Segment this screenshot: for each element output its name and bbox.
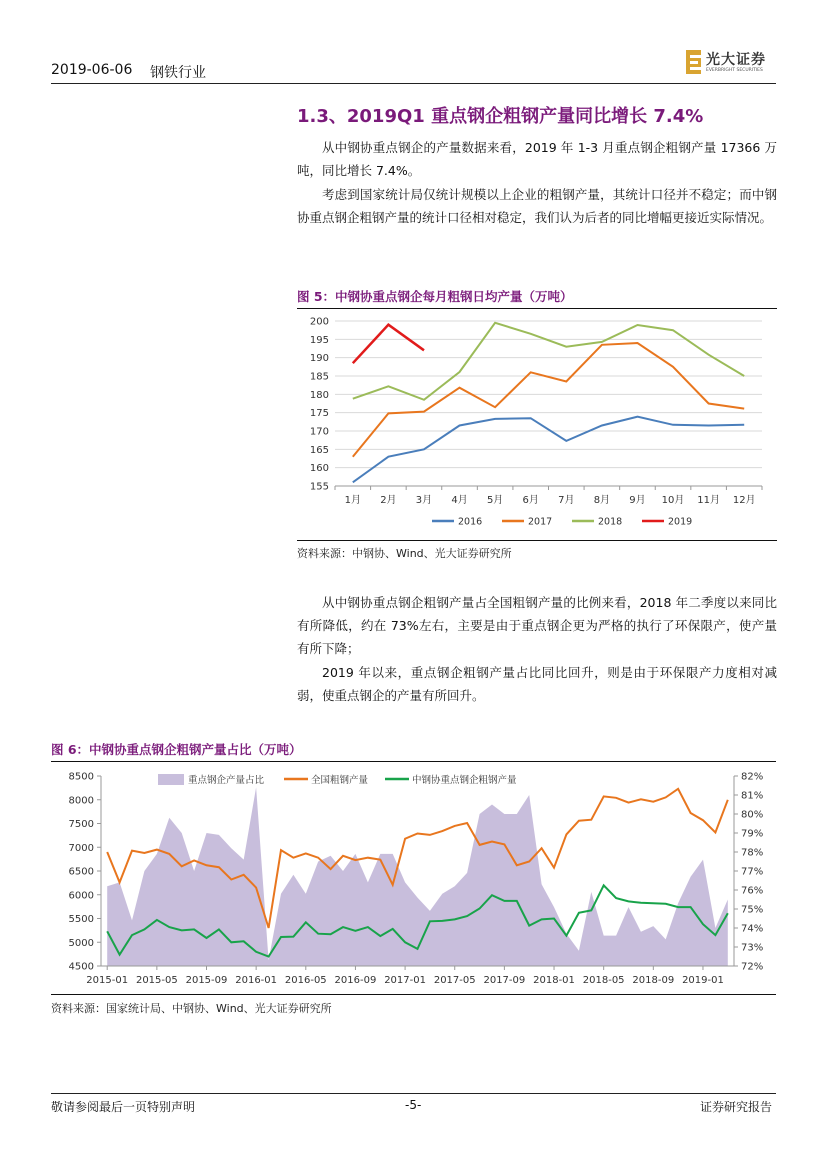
y-tick-label: 5500 <box>68 914 94 925</box>
x-tick-label: 9月 <box>629 495 646 506</box>
paragraph-1: 从中钢协重点钢企的产量数据来看，2019 年 1-3 月重点钢企粗钢产量 17366 万吨，同比增长 7.4%。 <box>297 140 777 178</box>
figure-6-svg <box>51 762 776 993</box>
x-tick-label: 2015-01 <box>86 975 129 986</box>
x-tick-label: 12月 <box>732 495 756 506</box>
y2-tick-label: 81% <box>741 790 764 802</box>
report-date: 2019-06-06 <box>51 62 133 78</box>
y-tick-label: 175 <box>309 408 329 420</box>
legend-label-national: 全国粗钢产量 <box>311 775 369 786</box>
y2-tick-label: 76% <box>741 885 764 897</box>
series-line-2017 <box>353 343 744 457</box>
x-tick-label: 4月 <box>451 495 468 506</box>
y-tick-label: 6500 <box>68 866 94 878</box>
y2-tick-label: 77% <box>741 866 764 878</box>
legend-label-2018: 2018 <box>598 516 623 528</box>
y-tick-label: 185 <box>309 371 329 383</box>
figure-6-chart <box>51 762 776 993</box>
y-tick-label: 5000 <box>68 937 94 949</box>
legend-label-share: 重点钢企产量占比 <box>188 775 265 786</box>
y-tick-label: 155 <box>309 481 329 493</box>
y-tick-label: 6000 <box>68 890 94 902</box>
y-tick-label: 4500 <box>68 961 94 973</box>
footer-divider <box>51 1093 776 1094</box>
paragraph-4: 2019 年以来，重点钢企粗钢产量占比同比回升，则是由于环保限产力度相对减弱，使重点钢企的产量有所回升。 <box>297 665 777 703</box>
x-tick-label: 2018-01 <box>533 975 575 986</box>
x-tick-label: 10月 <box>661 495 685 506</box>
series-line-2018 <box>353 323 744 400</box>
figure-6-source: 资料来源：国家统计局、中钢协、Wind、光大证券研究所 <box>51 1002 332 1015</box>
header-divider <box>51 83 776 84</box>
y-tick-label: 7500 <box>68 819 94 830</box>
y2-tick-label: 74% <box>741 923 764 935</box>
page-number: -5- <box>405 1098 422 1112</box>
broker-logo <box>686 50 781 80</box>
section-title: 1.3、2019Q1 重点钢企粗钢产量同比增长 7.4% <box>297 106 704 127</box>
x-tick-label: 11月 <box>697 495 720 506</box>
logo-mark-icon <box>686 50 701 74</box>
legend-label-2016: 2016 <box>458 516 483 528</box>
figure-5-source: 资料来源：中钢协、Wind、光大证券研究所 <box>297 547 512 560</box>
figure-5-svg <box>297 309 777 539</box>
x-tick-label: 2016-05 <box>284 975 327 986</box>
logo-name: 光大证券 <box>706 52 766 68</box>
x-tick-label: 2017-01 <box>384 975 426 986</box>
x-tick-label: 5月 <box>486 495 504 506</box>
figure-6-title: 图 6：中钢协重点钢企粗钢产量占比（万吨） <box>51 742 302 757</box>
paragraph-2: 考虑到国家统计局仅统计规模以上企业的粗钢产量，其统计口径并不稳定；而中钢协重点钢企粗钢产量的统计口径相对稳定，我们认为后者的同比增幅更接近实际情况。 <box>297 187 777 225</box>
x-tick-label: 2017-09 <box>483 975 526 986</box>
y-tick-label: 160 <box>309 463 329 475</box>
y-tick-label: 7000 <box>68 842 94 854</box>
footer-disclaimer: 敬请参阅最后一页特别声明 <box>51 1100 196 1114</box>
paragraph-3: 从中钢协重点钢企粗钢产量占全国粗钢产量的比例来看，2018 年二季度以来同比有所降低，约在 73%左右，主要是由于重点钢企更为严格的执行了环保限产，使产量有所下降； <box>297 595 777 656</box>
figure-5-chart <box>297 309 777 539</box>
y2-tick-label: 73% <box>741 942 764 954</box>
legend-swatch-share <box>158 774 184 785</box>
y2-tick-label: 78% <box>741 847 764 859</box>
figure-5-bottom-rule <box>297 540 777 541</box>
series-area-share <box>107 787 728 966</box>
y-tick-label: 170 <box>309 426 329 438</box>
x-tick-label: 2016-01 <box>235 975 278 986</box>
x-tick-label: 1月 <box>344 495 361 506</box>
x-tick-label: 2015-09 <box>185 975 228 986</box>
legend-label-2017: 2017 <box>528 516 553 528</box>
x-tick-label: 2018-05 <box>582 975 625 986</box>
x-tick-label: 2017-05 <box>433 975 476 986</box>
legend-label-2019: 2019 <box>668 516 693 528</box>
footer-report-type: 证券研究报告 <box>700 1100 773 1114</box>
y2-tick-label: 75% <box>741 904 764 916</box>
y-tick-label: 200 <box>309 316 329 328</box>
x-tick-label: 2月 <box>380 495 397 506</box>
x-tick-label: 2018-09 <box>632 975 675 986</box>
y-tick-label: 165 <box>309 444 329 456</box>
y2-tick-label: 80% <box>741 809 764 821</box>
x-tick-label: 2016-09 <box>334 975 377 986</box>
x-tick-label: 2019-01 <box>682 975 724 986</box>
y-tick-label: 8500 <box>68 771 94 783</box>
industry-label: 钢铁行业 <box>150 65 206 81</box>
y2-tick-label: 72% <box>741 961 764 973</box>
y-tick-label: 8000 <box>68 795 94 807</box>
figure-5-title: 图 5：中钢协重点钢企每月粗钢日均产量（万吨） <box>297 289 573 304</box>
y-tick-label: 195 <box>309 334 329 346</box>
figure-6-bottom-rule <box>51 994 776 995</box>
logo-subtitle: EVERBRIGHT SECURITIES <box>706 68 763 73</box>
y2-tick-label: 82% <box>741 771 764 783</box>
x-tick-label: 2015-05 <box>135 975 178 986</box>
y-tick-label: 190 <box>309 353 329 365</box>
y-tick-label: 180 <box>309 389 329 401</box>
x-tick-label: 7月 <box>558 495 575 506</box>
y2-tick-label: 79% <box>741 828 764 840</box>
x-tick-label: 3月 <box>415 495 433 506</box>
x-tick-label: 6月 <box>522 495 539 506</box>
x-tick-label: 8月 <box>593 495 611 506</box>
legend-label-key-enterprises: 中钢协重点钢企粗钢产量 <box>412 775 517 786</box>
